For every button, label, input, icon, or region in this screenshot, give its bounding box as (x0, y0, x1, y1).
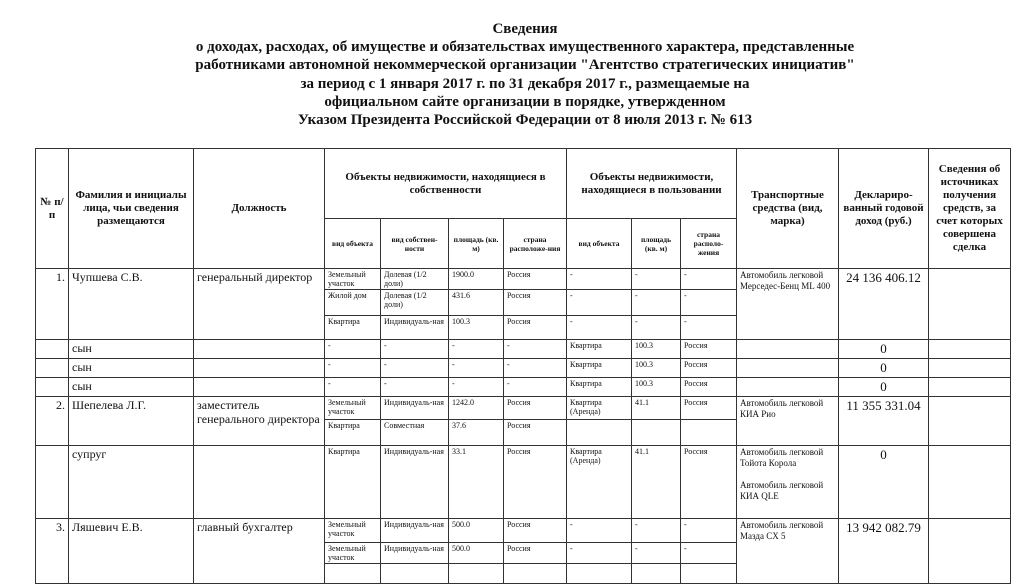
cell-use-type: Квартира (567, 359, 632, 378)
header-used: Объекты недвижимости, находящиеся в пользовании (567, 149, 737, 219)
person-name: супруг (69, 446, 194, 519)
table-row (36, 340, 1011, 359)
person-position: главный бухгалтер (194, 519, 325, 584)
header-transport: Транспортные средства (вид, марка) (737, 149, 839, 269)
cell-own-country: Россия (504, 269, 567, 290)
cell-own-country: Россия (504, 446, 567, 519)
cell-own-area: 100.3 (449, 316, 504, 340)
header-own-area: площадь (кв. м) (449, 219, 504, 269)
cell-use-type (567, 420, 632, 446)
cell-own-kind: Индивидуаль-ная (381, 316, 449, 340)
cell-own-country: Россия (504, 519, 567, 543)
row-number (36, 359, 69, 378)
cell-use-country: - (681, 519, 737, 543)
title-line: работниками автономной некоммерческой организации "Агентство стратегических инициатив" (195, 57, 855, 74)
person-name: сын (69, 378, 194, 397)
header-use-country: страна располо-жения (681, 219, 737, 269)
person-name: Ляшевич Е.В. (69, 519, 194, 584)
cell-own-country: - (504, 378, 567, 397)
cell-use-type: - (567, 543, 632, 564)
cell-use-type: - (567, 269, 632, 290)
row-number: 1. (36, 269, 69, 340)
cell-own-type: - (325, 340, 381, 359)
cell-own-kind: Долевая (1/2 доли) (381, 290, 449, 316)
header-num: № п/п (36, 149, 69, 269)
table-row (36, 446, 1011, 519)
cell-own-kind: Индивидуаль-ная (381, 397, 449, 420)
cell-use-type: Квартира (Аренда) (567, 397, 632, 420)
person-position (194, 378, 325, 397)
title-line: Сведения (492, 21, 558, 37)
declared-income: 0 (839, 340, 929, 359)
cell-use-area: - (632, 519, 681, 543)
table-row (36, 269, 1011, 290)
table-row (36, 397, 1011, 420)
person-position: генеральный директор (194, 269, 325, 340)
person-position (194, 446, 325, 519)
cell-own-type: Земельный участок (325, 269, 381, 290)
cell-own-area: 500.0 (449, 543, 504, 564)
cell-use-area: 100.3 (632, 359, 681, 378)
title-line: о доходах, расходах, об имуществе и обязательствах имущественного характера, представленные (195, 39, 855, 56)
transport (737, 340, 839, 359)
cell-own-area: 37.6 (449, 420, 504, 446)
row-number (36, 378, 69, 397)
cell-own-area: 431.6 (449, 290, 504, 316)
header-use-type: вид объекта (567, 219, 632, 269)
declared-income: 0 (839, 446, 929, 519)
funding-sources (929, 397, 1011, 446)
cell-use-area: - (632, 316, 681, 340)
document-title (0, 20, 1018, 129)
cell-own-kind: Индивидуаль-ная (381, 543, 449, 564)
cell-own-country: Россия (504, 316, 567, 340)
cell-use-area (632, 564, 681, 584)
transport: Автомобиль легковой Тойота Корола Автомобиль легковой КИА QLE (737, 446, 839, 519)
declared-income: 24 136 406.12 (839, 269, 929, 340)
funding-sources (929, 340, 1011, 359)
cell-use-type: Квартира (567, 340, 632, 359)
cell-own-country: Россия (504, 420, 567, 446)
cell-own-country: - (504, 359, 567, 378)
title-line: Указом Президента Российской Федерации от 8 июля 2013 г. № 613 (297, 112, 753, 129)
row-number (36, 446, 69, 519)
cell-own-kind: - (381, 359, 449, 378)
funding-sources (929, 519, 1011, 584)
funding-sources (929, 446, 1011, 519)
declared-income: 11 355 331.04 (839, 397, 929, 446)
header-own-type: вид объекта (325, 219, 381, 269)
cell-own-country: Россия (504, 543, 567, 564)
cell-use-country: - (681, 269, 737, 290)
funding-sources (929, 359, 1011, 378)
cell-own-kind: - (381, 378, 449, 397)
cell-own-area: 1242.0 (449, 397, 504, 420)
transport (737, 378, 839, 397)
header-position: Должность (194, 149, 325, 269)
cell-use-area: 41.1 (632, 397, 681, 420)
table-row (36, 519, 1011, 543)
cell-own-country: - (504, 340, 567, 359)
cell-own-area: 500.0 (449, 519, 504, 543)
cell-own-type (325, 564, 381, 584)
cell-use-type: - (567, 316, 632, 340)
funding-sources (929, 378, 1011, 397)
table-row (36, 378, 1011, 397)
cell-use-country: Россия (681, 397, 737, 420)
person-position (194, 340, 325, 359)
cell-use-country: Россия (681, 378, 737, 397)
cell-own-type: Земельный участок (325, 397, 381, 420)
row-number: 2. (36, 397, 69, 446)
cell-use-area: - (632, 269, 681, 290)
cell-own-kind: Совместная (381, 420, 449, 446)
transport (737, 359, 839, 378)
cell-use-area (632, 420, 681, 446)
cell-use-type: - (567, 290, 632, 316)
cell-use-country: Россия (681, 340, 737, 359)
cell-own-area: 33.1 (449, 446, 504, 519)
header-sources: Сведения об источниках получения средств, за счет которых совершена сделка (929, 149, 1011, 269)
cell-own-area: - (449, 359, 504, 378)
cell-use-country: - (681, 290, 737, 316)
cell-own-kind (381, 564, 449, 584)
header-own-kind: вид собствен-ности (381, 219, 449, 269)
cell-use-type: Квартира (567, 378, 632, 397)
person-name: Чупшева С.В. (69, 269, 194, 340)
cell-use-country: - (681, 316, 737, 340)
cell-use-type: Квартира (Аренда) (567, 446, 632, 519)
cell-own-area: 1900.0 (449, 269, 504, 290)
cell-own-area: - (449, 378, 504, 397)
cell-own-country (504, 564, 567, 584)
transport: Автомобиль легковой Мерседес-Бенц ML 400 (737, 269, 839, 340)
header-name: Фамилия и инициалы лица, чьи сведения размещаются (69, 149, 194, 269)
cell-use-type (567, 564, 632, 584)
cell-own-type: Земельный участок (325, 519, 381, 543)
cell-own-country: Россия (504, 290, 567, 316)
cell-own-kind: Долевая (1/2 доли) (381, 269, 449, 290)
transport: Автомобиль легковой Мазда CX 5 (737, 519, 839, 584)
person-name: сын (69, 340, 194, 359)
cell-use-area: 100.3 (632, 340, 681, 359)
person-name: сын (69, 359, 194, 378)
cell-use-area: - (632, 290, 681, 316)
transport: Автомобиль легковой КИА Рио (737, 397, 839, 446)
cell-own-type: Жилой дом (325, 290, 381, 316)
cell-own-type: - (325, 378, 381, 397)
cell-use-country: Россия (681, 359, 737, 378)
person-position: заместитель генерального директора (194, 397, 325, 446)
cell-own-type: Квартира (325, 446, 381, 519)
income-table (35, 148, 1011, 584)
header-own-country: страна расположе-ния (504, 219, 567, 269)
cell-use-area: 100.3 (632, 378, 681, 397)
header-use-area: площадь (кв. м) (632, 219, 681, 269)
cell-own-area (449, 564, 504, 584)
cell-use-area: - (632, 543, 681, 564)
funding-sources (929, 269, 1011, 340)
cell-own-area: - (449, 340, 504, 359)
title-line: официальном сайте организации в порядке, утвержденном (324, 93, 726, 110)
cell-use-country (681, 420, 737, 446)
cell-use-country: Россия (681, 446, 737, 519)
row-number: 3. (36, 519, 69, 584)
cell-own-country: Россия (504, 397, 567, 420)
row-number (36, 340, 69, 359)
cell-use-area: 41.1 (632, 446, 681, 519)
person-position (194, 359, 325, 378)
declared-income: 13 942 082.79 (839, 519, 929, 584)
cell-own-type: Квартира (325, 420, 381, 446)
header-income: Деклариро-ванный годовой доход (руб.) (839, 149, 929, 269)
cell-own-type: Земельный участок (325, 543, 381, 564)
cell-own-type: Квартира (325, 316, 381, 340)
table-row (36, 359, 1011, 378)
declared-income: 0 (839, 378, 929, 397)
header-owned: Объекты недвижимости, находящиеся в собственности (325, 149, 567, 219)
cell-use-country (681, 564, 737, 584)
cell-own-kind: Индивидуаль-ная (381, 519, 449, 543)
cell-use-country: - (681, 543, 737, 564)
cell-own-kind: Индивидуаль-ная (381, 446, 449, 519)
declared-income: 0 (839, 359, 929, 378)
title-line: за период с 1 января 2017 г. по 31 декабря 2017 г., размещаемые на (300, 75, 750, 92)
cell-own-type: - (325, 359, 381, 378)
cell-own-kind: - (381, 340, 449, 359)
cell-use-type: - (567, 519, 632, 543)
person-name: Шепелева Л.Г. (69, 397, 194, 446)
